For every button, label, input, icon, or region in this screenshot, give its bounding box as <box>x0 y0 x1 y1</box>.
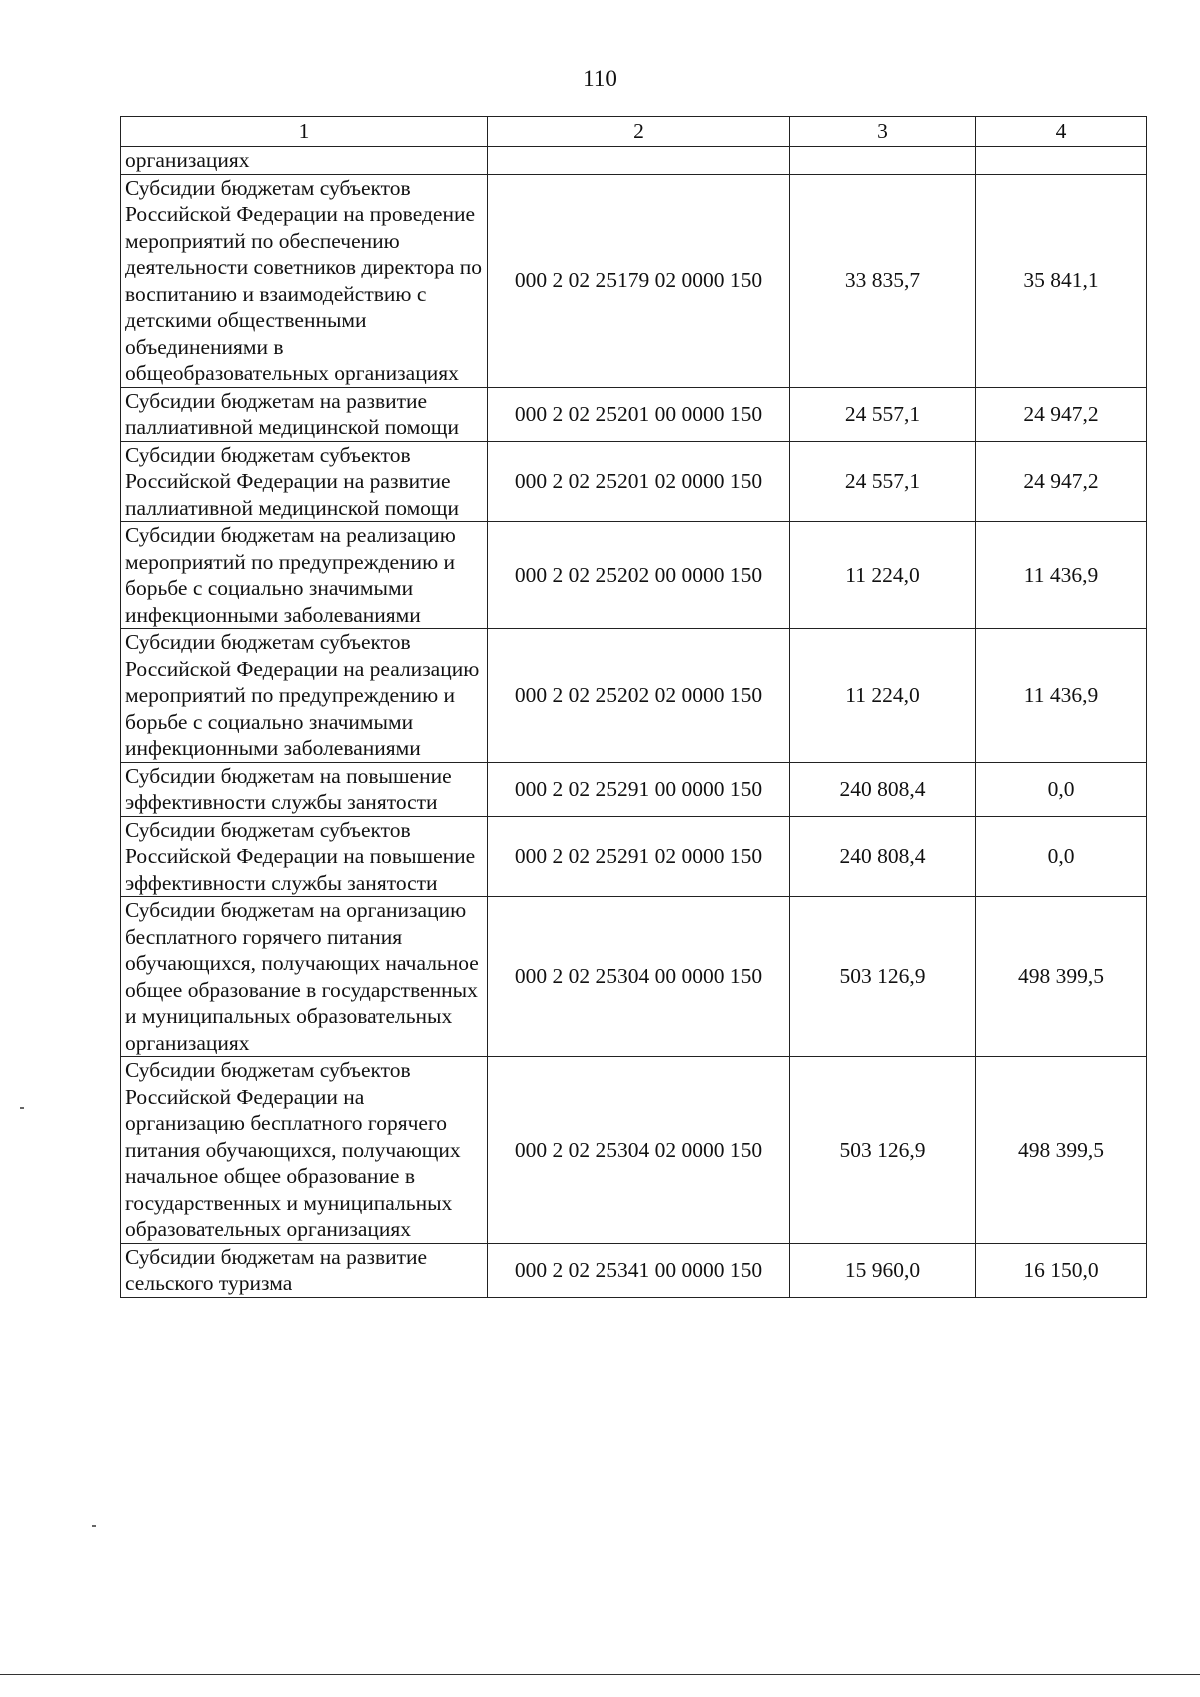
table-row <box>121 816 1147 897</box>
table-row <box>121 441 1147 522</box>
row-value-col3: 240 808,4 <box>790 762 976 816</box>
scan-speck <box>20 1107 24 1109</box>
row-name: Субсидии бюджетам на развитие сельского туризма <box>121 1243 488 1297</box>
row-name: Субсидии бюджетам субъектов Российской Федерации на проведение мероприятий по обеспечению деятельности советников директора по воспитанию и взаимодействию с детскими общественными объединениями в общеобразовательных организациях <box>121 174 488 387</box>
row-value-col4: 498 399,5 <box>976 897 1147 1057</box>
column-header: 1 <box>121 117 488 147</box>
row-value-col4: 0,0 <box>976 816 1147 897</box>
row-value-col3 <box>790 147 976 175</box>
scan-speck <box>92 1525 96 1527</box>
row-code: 000 2 02 25202 00 0000 150 <box>488 522 790 629</box>
table-row <box>121 147 1147 175</box>
row-code: 000 2 02 25304 00 0000 150 <box>488 897 790 1057</box>
table-row <box>121 387 1147 441</box>
row-name: Субсидии бюджетам субъектов Российской Федерации на развитие паллиативной медицинской помощи <box>121 441 488 522</box>
row-value-col4: 11 436,9 <box>976 629 1147 763</box>
page-number: 110 <box>583 66 617 91</box>
table-row <box>121 522 1147 629</box>
row-code <box>488 147 790 175</box>
row-code: 000 2 02 25179 02 0000 150 <box>488 174 790 387</box>
row-name: Субсидии бюджетам субъектов Российской Федерации на организацию бесплатного горячего питания обучающихся, получающих начальное общее образование в государственных и муниципальных образовательных организациях <box>121 1057 488 1244</box>
row-code: 000 2 02 25202 02 0000 150 <box>488 629 790 763</box>
row-value-col4: 24 947,2 <box>976 387 1147 441</box>
row-name: Субсидии бюджетам на повышение эффективности службы занятости <box>121 762 488 816</box>
row-code: 000 2 02 25201 02 0000 150 <box>488 441 790 522</box>
table-header-row <box>121 117 1147 147</box>
row-value-col4: 35 841,1 <box>976 174 1147 387</box>
row-value-col3: 24 557,1 <box>790 441 976 522</box>
row-name: Субсидии бюджетам на реализацию мероприятий по предупреждению и борьбе с социально значимыми инфекционными заболеваниями <box>121 522 488 629</box>
row-code: 000 2 02 25341 00 0000 150 <box>488 1243 790 1297</box>
row-value-col4: 0,0 <box>976 762 1147 816</box>
row-code: 000 2 02 25291 00 0000 150 <box>488 762 790 816</box>
row-value-col3: 24 557,1 <box>790 387 976 441</box>
table-row <box>121 762 1147 816</box>
row-value-col4: 498 399,5 <box>976 1057 1147 1244</box>
table-row <box>121 897 1147 1057</box>
row-value-col3: 33 835,7 <box>790 174 976 387</box>
row-name: Субсидии бюджетам субъектов Российской Федерации на повышение эффективности службы занятости <box>121 816 488 897</box>
column-header: 4 <box>976 117 1147 147</box>
column-header: 3 <box>790 117 976 147</box>
row-code: 000 2 02 25304 02 0000 150 <box>488 1057 790 1244</box>
row-value-col4: 24 947,2 <box>976 441 1147 522</box>
page-bottom-rule <box>0 1674 1200 1675</box>
budget-table <box>120 116 1147 1298</box>
row-value-col3: 503 126,9 <box>790 1057 976 1244</box>
table-row <box>121 1243 1147 1297</box>
row-name: Субсидии бюджетам субъектов Российской Федерации на реализацию мероприятий по предупреждению и борьбе с социально значимыми инфекционными заболеваниями <box>121 629 488 763</box>
table-row <box>121 629 1147 763</box>
row-value-col3: 11 224,0 <box>790 522 976 629</box>
row-value-col4: 16 150,0 <box>976 1243 1147 1297</box>
table-row <box>121 174 1147 387</box>
row-value-col4 <box>976 147 1147 175</box>
table-row <box>121 1057 1147 1244</box>
row-value-col3: 11 224,0 <box>790 629 976 763</box>
row-value-col4: 11 436,9 <box>976 522 1147 629</box>
row-value-col3: 503 126,9 <box>790 897 976 1057</box>
row-name: организациях <box>121 147 488 175</box>
row-value-col3: 15 960,0 <box>790 1243 976 1297</box>
row-name: Субсидии бюджетам на организацию бесплатного горячего питания обучающихся, получающих начальное общее образование в государственных и муниципальных образовательных организациях <box>121 897 488 1057</box>
row-code: 000 2 02 25291 02 0000 150 <box>488 816 790 897</box>
row-code: 000 2 02 25201 00 0000 150 <box>488 387 790 441</box>
row-name: Субсидии бюджетам на развитие паллиативной медицинской помощи <box>121 387 488 441</box>
row-value-col3: 240 808,4 <box>790 816 976 897</box>
column-header: 2 <box>488 117 790 147</box>
